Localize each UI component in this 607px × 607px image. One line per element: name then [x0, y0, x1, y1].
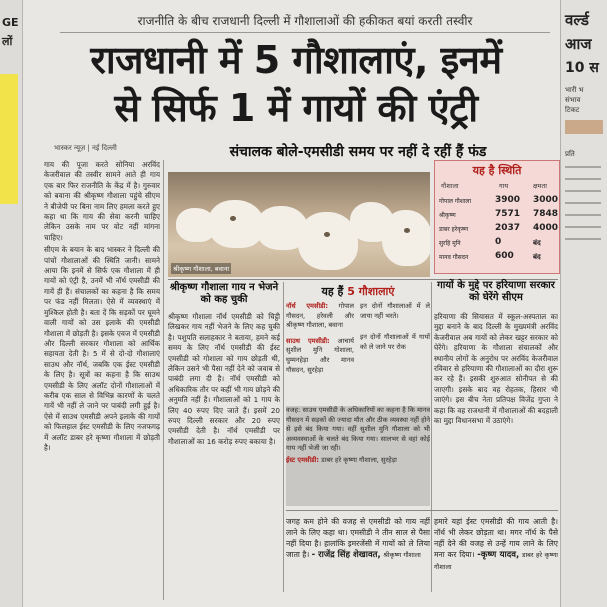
section-heading-highlight: 5 गौशालाएं	[347, 285, 395, 298]
status-row	[439, 237, 557, 249]
status-shelter-name: मानव गौसदन	[439, 254, 469, 261]
right-strip-text-1: भारी भ	[565, 86, 584, 94]
status-shelter-name: सुरहि मुनि	[439, 240, 461, 247]
quote-yadav	[434, 516, 558, 573]
status-cow-count: 0	[495, 237, 502, 247]
right-strip-text-4: प्रति	[565, 150, 575, 158]
headline-line-2: से सिर्फ 1 में गायों की एंट्री	[114, 86, 478, 130]
quote-author-role: श्रीकृष्ण गौशाला	[383, 551, 421, 559]
story-column-4	[434, 312, 558, 502]
north-mcd-text: गोपाल गौसदन, हरेवली और श्रीकृष्ण गौशाला, बवाना	[286, 302, 354, 330]
status-cow-count: 2037	[495, 223, 521, 233]
cow-eye	[404, 228, 410, 233]
right-strip-headline-3: 10 स	[565, 60, 599, 76]
text-line	[565, 190, 601, 192]
right-strip-headline-1: वर्ल्ड	[565, 11, 589, 29]
reason-text: वजह: साउथ एमसीडी के अधिकारियों का कहना है कि मानव गौसदन में सड़कों की ज्यादा मौत और ठीक व्यवस्था नहीं होने से इसे बंद किया गया। वहीं सुशील मुनि गौशाला को भी अव्यवस्थाओं के चलते बंद किया गया। सालभर से वहां कोई गाय नहीं भेजी जा रही।	[286, 406, 430, 453]
cow-eye	[324, 232, 330, 237]
story-paragraph: श्रीकृष्ण गौशाला नॉर्थ एमसीडी को चिट्ठी लिखकर गाय नहीं भेजने के लिए कह चुकी है। पशुपति सलाहकार ने बताया, हमने कई समय के लिए नॉर्थ एमसीडी की ईस्ट एमसीडी को गोशाला को गाय छोड़ती थी, लेकिन उसने भी पैसा नहीं देने को जवाब से पाबंदी लगा दी है। नॉर्थ एमसीडी को अधिकारिक तौर पर कहीं भी गाय छोड़ने की अनुमति नहीं है। गौशालाओं को 1 गाय के लिए 40 रुपए दिए जाते हैं। इसमें 20 रुपए दिल्ली सरकार और 20 रुपए एमसीडी देती है। नॉर्थ एमसीडी पर गौशालाओं का 16 करोड़ रुपए बकाया है।	[168, 312, 280, 446]
quote-shekhawat	[286, 516, 430, 561]
byline: भास्कर न्यूज़ | नई दिल्ली	[54, 144, 117, 152]
story-column-1	[44, 160, 160, 600]
text-line	[565, 166, 601, 168]
status-header-shelter: गौशाला	[441, 182, 459, 190]
text-line	[565, 238, 601, 240]
status-shelter-name: श्रीकृष्ण	[439, 212, 456, 219]
shelter-notes-block	[360, 302, 430, 402]
story-paragraph: सीएम के बयान के बाद भास्कर ने दिल्ली की पांचों गौशालाओं की स्थिति जानी। सामने आया कि इनमें से सिर्फ एक गौशाला में ही गायों को एंट्री है, उनमें भी नॉर्थ एमसीडी की गायें ही हैं। संचालकों का कहना है कि समय पर फंड नहीं मिलता। ऐसे में व्यवस्थाएं में मुश्किल होती है। बता दें कि सड़कों पर घूमने वाली गायों को उस इलाके की एमसीडी गौशाला में छोड़ती है। इसके एवज में एमसीडी और दिल्ली सरकार गौशाला को आर्थिक सहायता देती है। 5 में से दो-दो गौशालाएं साउथ और नॉर्थ, जबकि एक ईस्ट एमसीडी के लिए है। सूत्रों का कहना है कि साउथ एमसीडी के लिए अलॉट दोनों गौशालाओं में करीब एक साल से विभिन्न कारणों के चलते गायें भी नहीं ले जाने पर पाबंदी लगी हुई है। ऐसे में साउथ एमसीडी अपने इलाके की गायों को फिलहाल ईस्ट एमसीडी के लिए नजफगढ़ में अलॉट डाबर हरे कृष्णा गौशाला में छोड़ती है।	[44, 245, 160, 452]
section-heading-five-shelters	[286, 284, 430, 299]
status-row	[439, 195, 557, 207]
status-shelter-name: डाबर हरेकृष्ण	[439, 226, 469, 233]
north-mcd-label: नॉर्थ एमसीडी:	[286, 302, 329, 310]
column-divider	[431, 282, 432, 592]
kicker-line: राजनीति के बीच राजधानी दिल्ली में गौशालाओं की हकीकत बयां करती तस्वीर	[60, 12, 550, 33]
status-capacity: बंद	[533, 253, 541, 261]
cow-shape	[298, 212, 358, 270]
right-strip-text-2: संभाव	[565, 96, 581, 104]
status-shelter-name: गोपाल गौशाला	[439, 198, 472, 205]
status-row	[439, 223, 557, 235]
section-heading-prefix: यह हैं	[321, 285, 344, 298]
status-table	[434, 160, 560, 274]
status-capacity: 3000	[533, 195, 559, 205]
status-cow-count: 7571	[495, 209, 521, 219]
text-line	[565, 214, 601, 216]
right-strip-image	[565, 120, 603, 134]
subheadline: संचालक बोले-एमसीडी समय पर नहीं दे रहीं हैं फंड	[229, 144, 487, 160]
quote-author-role: डाबर हरे कृष्णा गौशाला	[434, 551, 558, 571]
quote-author: - राजेंद्र सिंह शेखावत,	[311, 550, 381, 560]
right-strip-text-3: टिकट	[565, 106, 580, 114]
text-line	[565, 202, 601, 204]
photo-caption: श्रीकृष्ण गौशाला, बवाना	[173, 265, 230, 273]
quote-text: हमारे यहां ईस्ट एमसीडी की गाय आती है। नॉर्थ भी लेकर छोड़ता था। मगर नॉर्थ के पैसे नहीं देने की वजह से उन्हें गाय लाने के लिए मना कर दिया।	[434, 517, 558, 559]
south-mcd-text: आचार्य सुशील मुनि गोशाला, घुम्मनहेड़ा और मानव गौसदन, सुरहेड़ा	[286, 336, 354, 374]
section-heading-haryana: गायों के मुद्दे पर हरियाणा सरकार को घेरेंगे सीएम	[437, 280, 555, 303]
status-cow-count: 3900	[495, 195, 521, 205]
east-mcd-text: डाबर हरे कृष्णा गौशाला, सुरहेड़ा	[321, 455, 397, 464]
text-line	[565, 226, 601, 228]
quote-text: जगह कम होने की वजह से एमसीडी को गाय नहीं लाने के लिए कहा था। एमसीडी ने तीन साल से पैसा नहीं दिया है। हालांकि इमरजेंसी में गायों को ले लिया जाता है।	[286, 517, 430, 559]
adjacent-column-right	[560, 0, 607, 607]
quote-author: -कृष्ण यादव,	[477, 550, 520, 560]
cow-shape	[382, 210, 430, 266]
quote-divider	[286, 510, 558, 511]
column-divider	[283, 282, 284, 592]
south-mcd-note: इन दोनों गौशालाओं में गायों को ले जाने पर रोक	[360, 333, 430, 351]
north-mcd-block	[286, 302, 354, 402]
headline-line-1: राजधानी में 5 गौशालाएं, इनमें	[90, 38, 502, 82]
cow-eye	[230, 216, 236, 221]
reason-block	[286, 406, 430, 506]
status-header-cows: गाय	[499, 182, 509, 190]
status-row	[439, 209, 557, 221]
status-cow-count: 600	[495, 251, 514, 261]
east-mcd-label: ईस्ट एमसीडी:	[286, 455, 320, 464]
yellow-ad-block	[0, 74, 18, 204]
status-header-capacity: क्षमता	[533, 182, 547, 190]
left-strip-text-2: लों	[2, 35, 13, 48]
status-capacity: 4000	[533, 223, 559, 233]
cows-photo	[168, 172, 430, 277]
story-paragraph: गाय की पूजा करते सोनिया अरविंद केजरीवाल की तस्वीर सामने आते ही गाय एक बार फिर राजनीति के केंद्र में है। गुरुवार को बवाना की श्रीकृष्ण गौशाला पहुंचे सीएम ने बीजेपी पर बिना नाम लिए हमला करते हुए कहा था कि गाय की सेवा करनी चाहिए लेकिन उसके नाम पर वोट नहीं मांगना चाहिए।	[44, 160, 160, 242]
text-line	[565, 178, 601, 180]
status-capacity: 7848	[533, 209, 559, 219]
right-strip-headline-2: आज	[565, 35, 592, 53]
status-row	[439, 251, 557, 263]
left-strip-text-1: GE	[2, 16, 19, 29]
column-divider	[163, 160, 164, 600]
section-heading-shrikrishna: श्रीकृष्ण गौशाला गाय न भेजने को कह चुकी	[169, 282, 279, 305]
adjacent-column-left	[0, 0, 23, 607]
south-mcd-label: साउथ एमसीडी:	[286, 336, 330, 345]
story-paragraph: हरियाणा की सियासत में स्कूल-अस्पताल का मुद्दा बनाने के बाद दिल्ली के मुख्यमंत्री अरविंद केजरीवाल अब गायों को लेकर खट्टर सरकार को घेरेंगे। हरियाणा के गौशाला संचालकों और स्थानीय लोगों के अनुरोध पर अरविंद केजरीवाल रविवार से हरियाणा की गौशालाओं का दौरा शुरू कर रहे हैं। इसकी शुरुआत सोनीपत से की जाएगी। इसके बाद वह रोहतक, हिसार भी जाएंगे। इस बीच नेता प्रतिपक्ष विजेंद्र गुप्ता ने कहा कि वह राजधानी में गौशालाओं की बदहाली का मुद्दा विधानसभा में उठाएंगे।	[434, 312, 558, 426]
story-column-2	[168, 312, 280, 590]
status-capacity: बंद	[533, 239, 541, 247]
north-mcd-note: इन दोनों गौशालाओं में ले जाया नहीं भरते।	[360, 302, 430, 320]
status-table-title: यह है स्थिति	[472, 164, 522, 177]
